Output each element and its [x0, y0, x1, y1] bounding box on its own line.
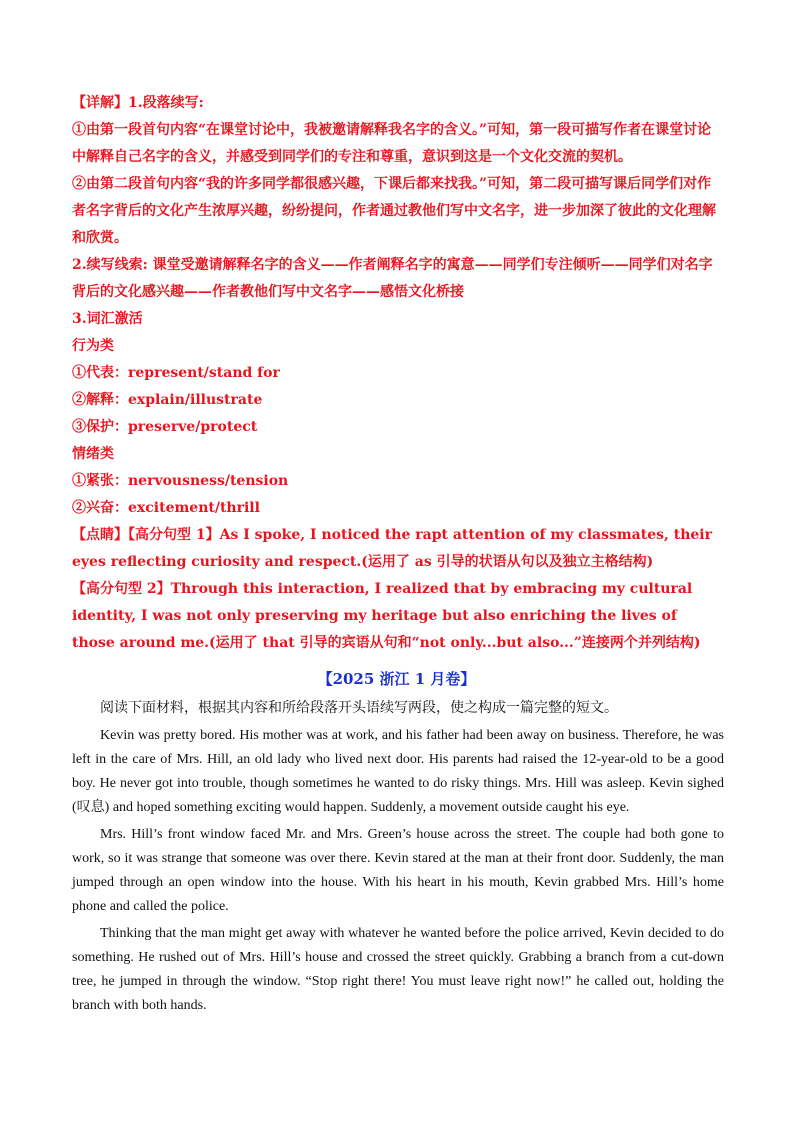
vocab-item-preserve: ③保护：preserve/protect — [72, 419, 258, 435]
highlight-sentence-1: 【点睛】【高分句型 1】As I spoke, I noticed the rapt attention of my classmates, their eyes reflecting curiosity and respect.(运用了 as 引导的状语从句以及独立主格结构) — [72, 527, 712, 570]
highlight-sentence-2: 【高分句型 2】Through this interaction, I realized that by embracing my cultural identity, I was not only preserving my heritage but also enriching the lives of those around me.(运用了 that 引导的宾语从句和“not only...but also...”连接两个并列结构) — [72, 581, 701, 651]
vocab-item-represent: ①代表：represent/stand for — [72, 365, 280, 381]
vocab-category-action: 行为类 — [72, 338, 114, 354]
explain-point-1: ①由第一段首句内容“在课堂讨论中，我被邀请解释我名字的含义。”可知，第一段可描写作者在课堂讨论中解释自己名字的含义，并感受到同学们的专注和尊重，意识到这是一个文化交流的契机。 — [72, 122, 712, 165]
vocab-item-excitement: ②兴奋：excitement/thrill — [72, 500, 260, 516]
passage — [72, 697, 724, 1021]
explain-clues: 2.续写线索: 课堂受邀请解释名字的含义——作者阐释名字的寓意——同学们专注倾听——同学们对名字背后的文化感兴趣——作者教他们写中文名字——感悟文化桥接 — [72, 257, 713, 300]
vocab-heading: 3.词汇激活 — [72, 311, 143, 327]
explain-point-2: ②由第二段首句内容“我的许多同学都很感兴趣，下课后都来找我。”可知，第二段可描写课后同学们对作者名字背后的文化产生浓厚兴趣，纷纷提问，作者通过教他们写中文名字，进一步加深了彼此的文化理解和欣赏。 — [72, 176, 716, 246]
vocab-category-emotion: 情绪类 — [72, 446, 114, 462]
passage-instruction: 阅读下面材料，根据其内容和所给段落开头语续写两段，使之构成一篇完整的短文。 — [100, 701, 618, 716]
passage-paragraph-3: Thinking that the man might get away with whatever he wanted before the police arrived, Kevin decided to do something. He rushed out of Mrs. Hill’s house and crossed the street quickly. Grabbing a branch from a cut-down tree, he jumped in through the window. “Stop right there! You must leave right now!” he called out, holding the branch with both hands. — [72, 926, 724, 1013]
vocab-item-nervousness: ①紧张：nervousness/tension — [72, 473, 289, 489]
explain-title: 【详解】1.段落续写: — [72, 95, 204, 111]
passage-paragraph-1: Kevin was pretty bored. His mother was at work, and his father had been away on business. Therefore, he was left in the care of Mrs. Hill, an old lady who lived next door. His parents had raised the 12-year-old to be a good boy. He never got into trouble, though sometimes he wanted to do risky things. Mrs. Hill was asleep. Kevin sighed (叹息) and hoped something exciting would happen. Suddenly, a movement outside caught his eye. — [72, 728, 724, 815]
vocab-item-explain: ②解释：explain/illustrate — [72, 392, 263, 408]
explanation-section — [72, 90, 724, 657]
passage-paragraph-2: Mrs. Hill’s front window faced Mr. and Mrs. Green’s house across the street. The couple had both gone to work, so it was strange that someone was over there. Kevin stared at the man at their front door. Suddenly, the man jumped through an open window into the house. With his heart in his mouth, Kevin grabbed Mrs. Hill’s home phone and called the police. — [72, 827, 724, 914]
exam-heading: 【2025 浙江 1 月卷】 — [317, 670, 476, 688]
